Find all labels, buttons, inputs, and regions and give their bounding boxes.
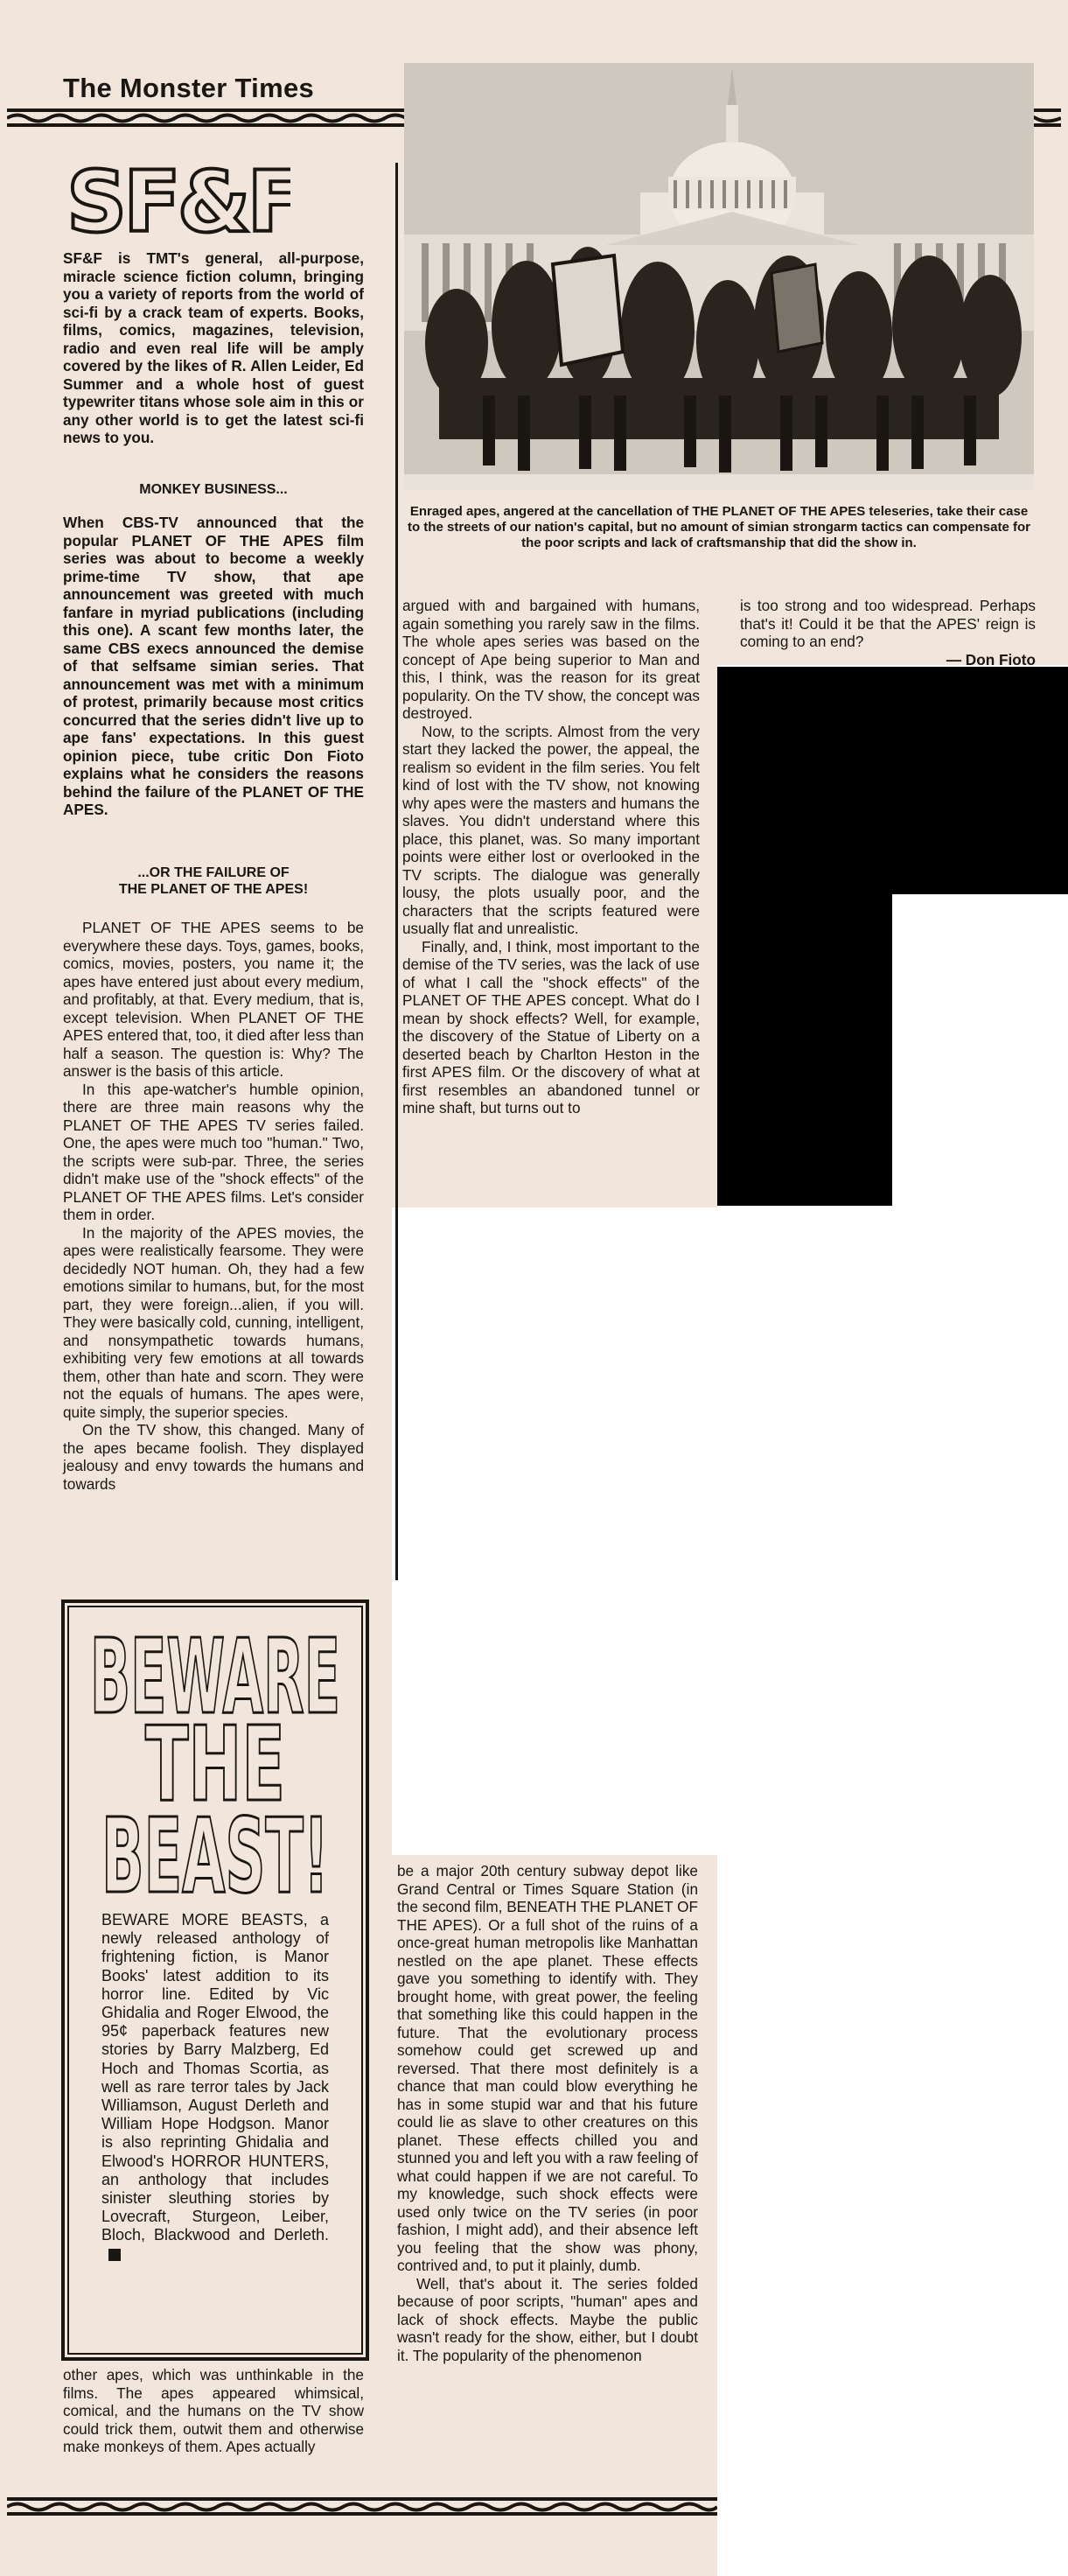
column2-article [402,597,700,1117]
end-mark-icon [108,2249,121,2261]
section2-heading-line2: THE PLANET OF THE APES! [118,882,309,897]
beast-body-text: BEWARE MORE BEASTS, a newly released anthology of frightening fiction, is Manor Books' latest addition to its horror line. Edited by Vic Ghidalia and Roger Elwood, the 95¢ paperback features new stories by Barry Malzberg, Ed Hoch and Thomas Scortia, as well as rare terror tales by Jack Williamson, August Derleth and William Hope Hodgson. Manor is also reprinting Ghidalia and Elwood's HORROR HUNTERS, an anthology that includes sinister sleuthing stories by Lovecraft, Sturgeon, Leiber, Bloch, Blackwood and Derleth. [101,1911,329,2244]
column3-article [740,597,1036,668]
black-redaction-block-2 [717,894,892,1206]
section2-heading-line1: ...OR THE FAILURE OF [137,865,290,880]
byline: — Don Fioto [946,650,1036,668]
column1-bottom [63,2366,364,2456]
col2-bottom-paragraph-1: be a major 20th century subway depot like Grand Central or Times Square Station (in the second film, BENEATH THE PLANET OF THE APES). Or a full shot of the ruins of a once-great human metropolis like Manhattan nestled on the ape planet. These effects gave you something to identify with. They brought home, with great power, the feeling that something like this could happen in the future. That the evolutionary process somehow could get screwed up and reversed. That there most definitely is a chance that man could blow everything he has in some stupid war and that his future could lie as slave to other creatures on this planet. These effects chilled you and stunned you and left you with a raw feeling of what could happen if we are not careful. To my knowledge, such shock effects were used only twice on the TV series (in poor fashion, I might add), and their absence left you feeling that the show was phony, contrived and, to put it plainly, dumb. [397,1862,698,2274]
section2-heading [63,864,364,898]
col2-paragraph-3: Finally, and, I think, most important to the demise of the TV series, was the lack of use of what I call the "shock effects" of the PLANET OF THE APES concept. What do I mean by shock effects? Well, for example, the discovery of the Statue of Liberty on a deserted beach by Charlton Heston in the first APES film. Or the discovery of what at first resembles an abandoned tunnel or mine shaft, but turns out to [402,937,700,1116]
col2-bottom-paragraph-2: Well, that's about it. The series folded because of poor scripts, "human" apes and lack of shock effects. Maybe the public wasn't ready for the show, either, but I doubt it. The popularity of the phenomenon [397,2274,698,2364]
col1-paragraph-1: PLANET OF THE APES seems to be everywhere these days. Toys, games, books, comics, movies, posters, you name it; the apes have entered just about every medium, and profitably, at that. Every medium, that is, except television. When PLANET OF THE APES entered that, too, it died after less than half a season. The question is: Why? The answer is the basis of this article. [63,919,364,1080]
section1-heading: MONKEY BUSINESS... [139,482,288,497]
col3-paragraph: is too strong and too widespread. Perhaps that's it! Could it be that the APES' reign is coming to an end? [740,597,1036,650]
col1-paragraph-4: On the TV show, this changed. Many of the apes became foolish. They displayed jealousy and envy towards the humans and towards [63,1421,364,1493]
column-logo-text: SF&F [66,158,290,243]
beast-title-line2: THE [145,1704,285,1824]
photo-caption: Enraged apes, angered at the cancellation of THE PLANET OF THE APES teleseries, take their case to the streets of our nation's capital, but no amount of simian strongarm tactics can compensate for the poor scripts and lack of craftsmanship that did the show in. [407,504,1030,550]
col1-paragraph-2: In this ape-watcher's humble opinion, there are three main reasons why the PLANET OF THE APES TV series failed. One, the apes were much too "human." Two, the scripts were sub-par. Three, the series didn't make use of the "shock effects" of the PLANET OF THE APES films. Let's consider them in order. [63,1080,364,1223]
col2-paragraph-1: argued with and bargained with humans, again something you rarely saw in the films. The whole apes series was based on the concept of Ape being superior to Man and this, I think, was the reason for its great popularity. On the TV show, the concept was destroyed. [402,597,700,722]
beast-body [101,1911,329,2264]
column1-article [63,919,364,1493]
beast-title [86,1629,345,1900]
bottom-rule [7,2497,717,2516]
column-logo [63,158,290,243]
col2-paragraph-2: Now, to the scripts. Almost from the very start they lacked the power, the appeal, the realism so evident in the film series. You felt kind of lost with the TV show, not knowing why apes were the masters and humans the slaves. You didn't understand where this place, this planet, was. So many important points were either lost or overlooked in the TV scripts. The dialogue was generally lousy, the plots usually poor, and the characters that the scripts featured were usually flat and unrealistic. [402,722,700,937]
beast-title-line3: BEAST! [101,1796,329,1900]
column2-bottom-article [397,1862,698,2364]
masthead: The Monster Times [63,73,315,103]
beware-the-beast-box [61,1600,369,2361]
news-photo [404,63,1034,490]
section1-body: When CBS-TV announced that the popular PLANET OF THE APES film series was about to become a weekly prime-time TV show, that ape announcement was greeted with much fanfare in myriad publications (including this one). A scant few months later, the same CBS execs announced the demise of that selfsame simian series. That announcement was met with a minimum of protest, primarily because most critics concurred that the series didn't live up to ape fans' expectations. In this guest opinion piece, tube critic Don Fioto explains what he considers the reasons behind the failure of the PLANET OF THE APES. [63,514,364,818]
col1-bottom-paragraph: other apes, which was unthinkable in the films. The apes appeared whimsical, comical, and the humans on the TV show could trick them, outwit them and otherwise make monkeys of them. Apes actually [63,2366,364,2455]
col1-paragraph-3: In the majority of the APES movies, the apes were realistically fearsome. They were decidedly NOT human. Oh, they had a few emotions similar to humans, but, for the most part, they were foreign...alien, if you will. They were basically cold, cunning, intelligent, and nonsympathetic towards humans, exhibiting very few emotions at all towards them, other than hate and scorn. They were not the equals of humans. The apes were, quite simply, the superior species. [63,1223,364,1421]
column-divider [395,163,398,1580]
column-intro: SF&F is TMT's general, all-purpose, miracle science fiction column, bringing you a variety of reports from the world of sci-fi by a crack team of experts. Books, films, comics, magazines, television, radio and even real life will be amply covered by the likes of R. Allen Leider, Ed Summer and a whole host of guest typewriter titans whose sole aim in this or any other world is to get the latest sci-fi news to you. [63,249,364,446]
black-redaction-block [717,667,1068,894]
beast-title-line1: BEWARE [90,1629,340,1737]
